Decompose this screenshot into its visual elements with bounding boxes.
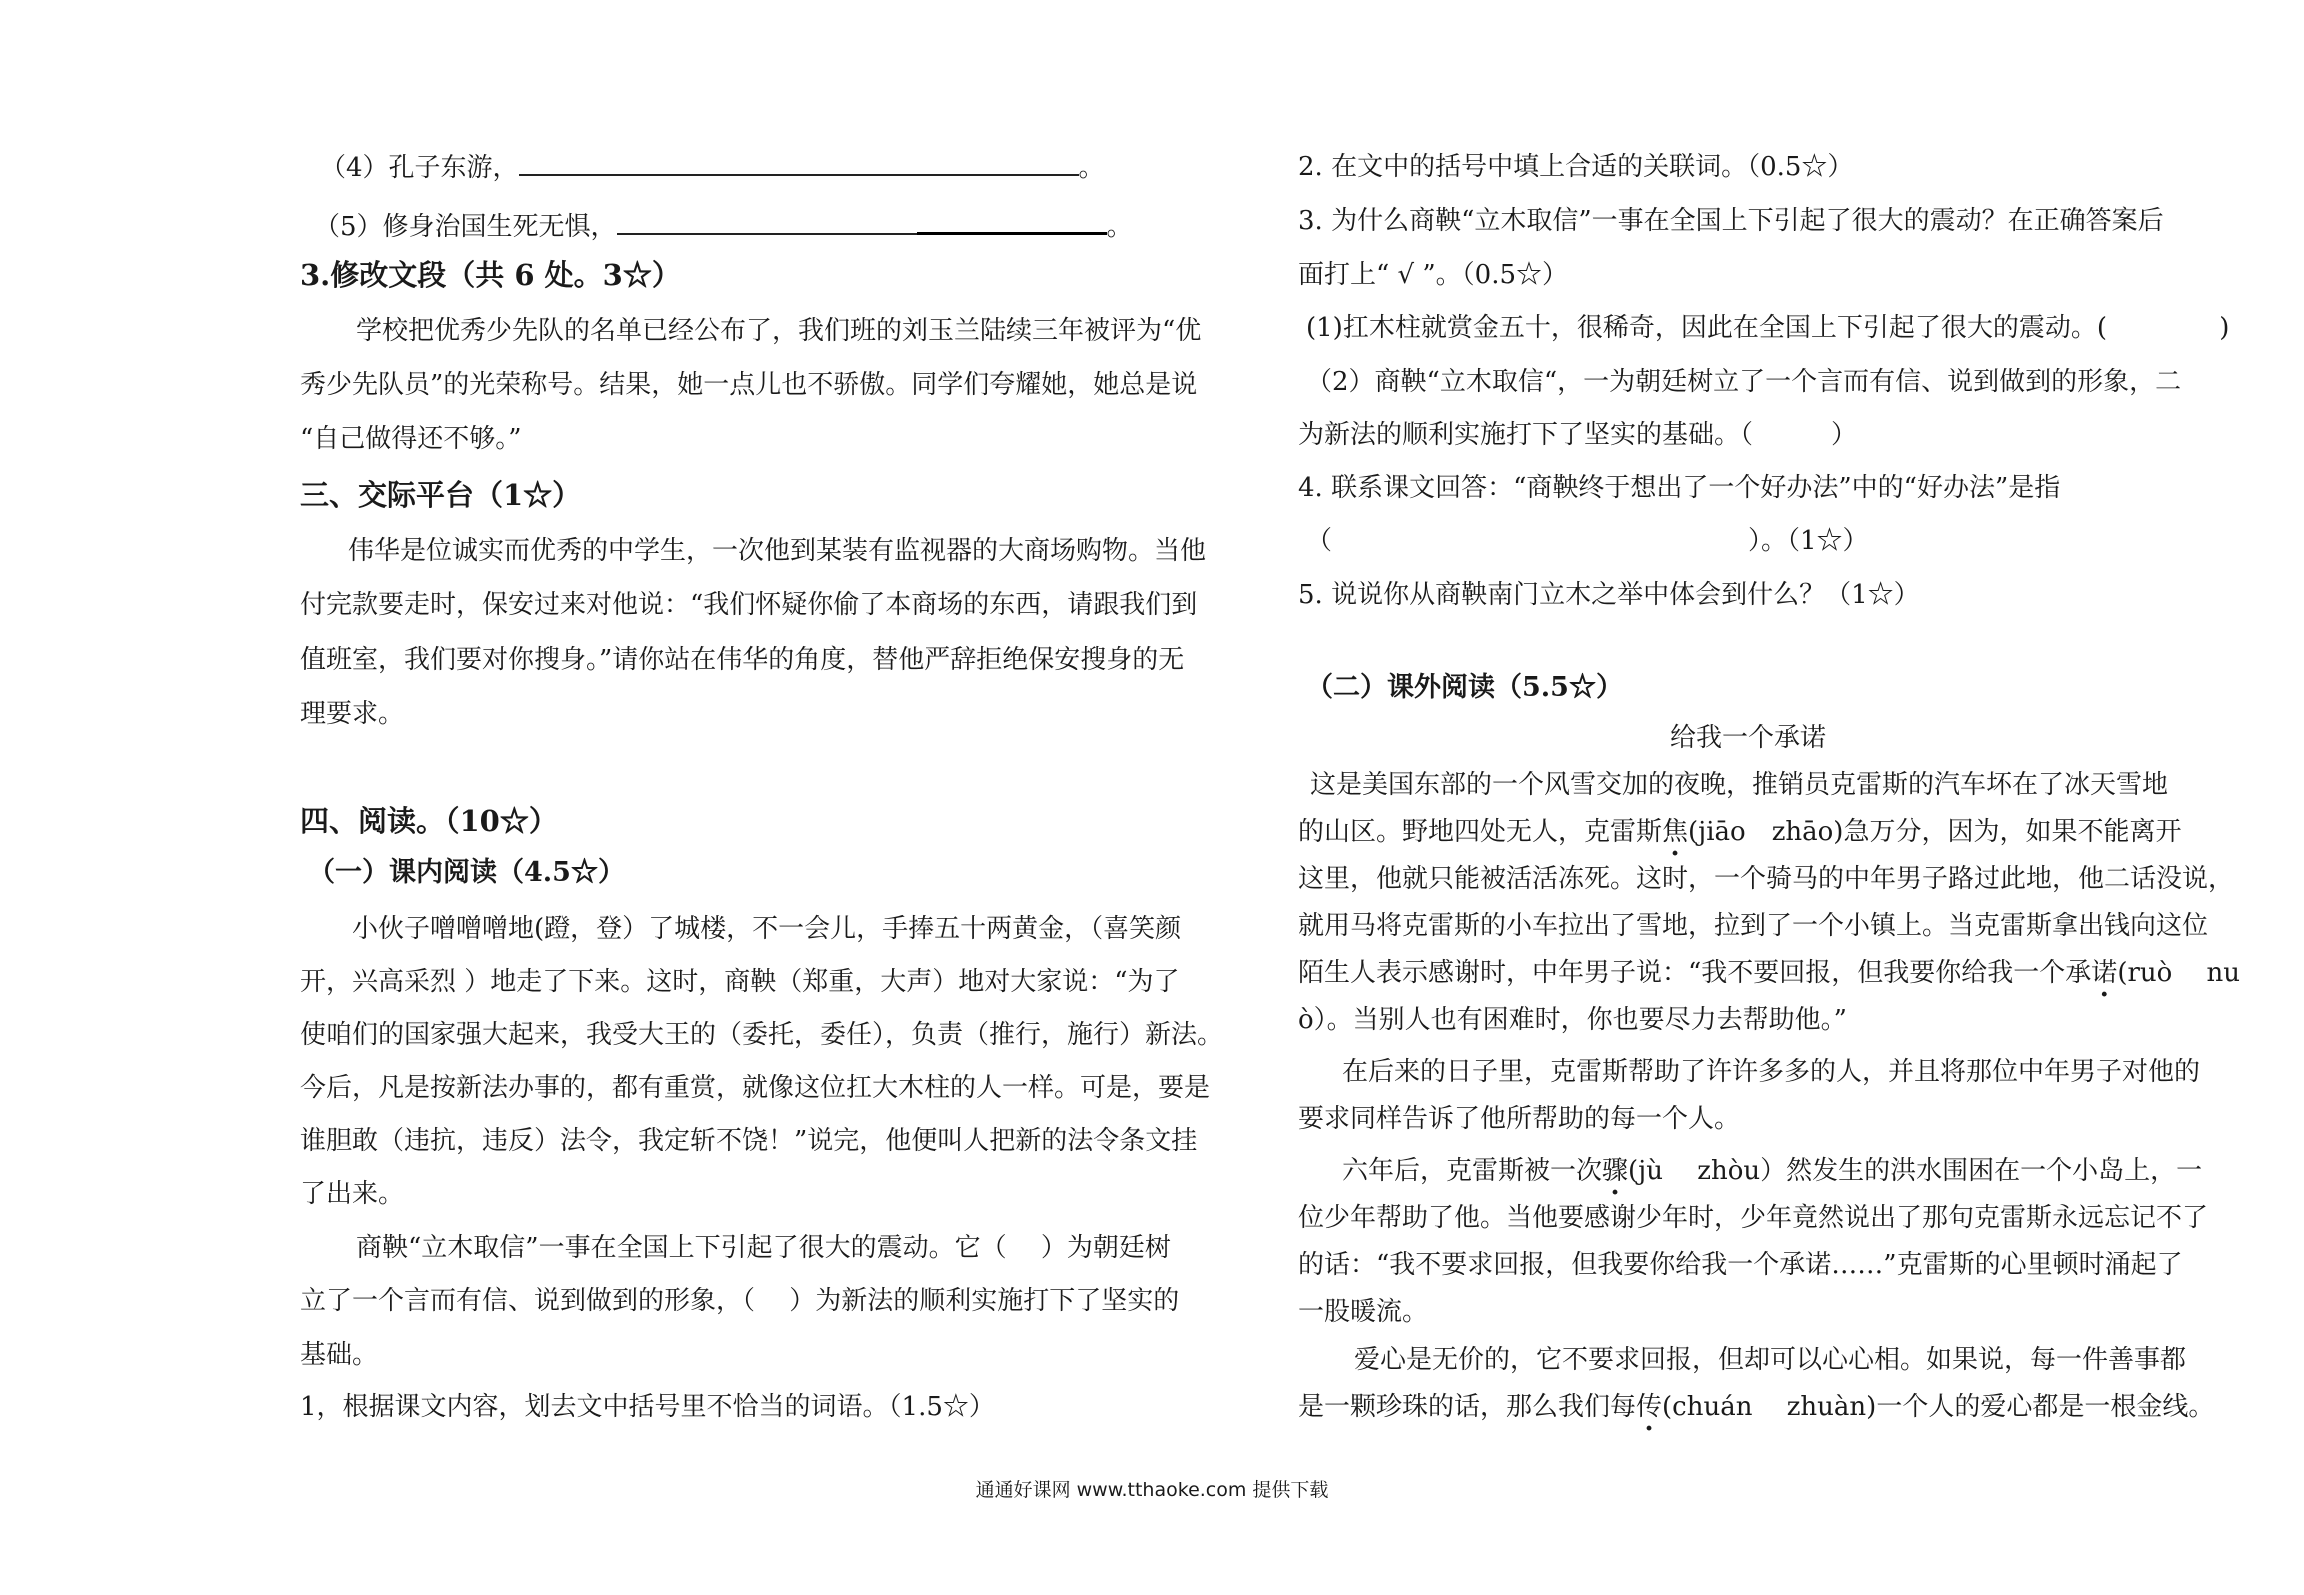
question-3-line: 3. 为什么商鞅“立木取信”一事在全国上下引起了很大的震动？在正确答案后: [1298, 206, 2164, 236]
question-3-option-2: （2）商鞅“立木取信“，一为朝廷树立了一个言而有信、说到做到的形象，二: [1306, 367, 2182, 397]
question-4-label: （4）孔子东游，: [320, 153, 519, 183]
part-4-title: 四、阅读。（10☆）: [300, 804, 558, 838]
dotted-char: 诺: [2091, 958, 2118, 988]
reading-line: 了出来。: [300, 1179, 405, 1209]
story-line: ò）。当别人也有困难时，你也要尽力去帮助他。”: [1298, 1005, 1847, 1035]
reading-1-title: （一）课内阅读（4.5☆）: [308, 857, 625, 888]
question-1: 1，根据课文内容，划去文中括号里不恰当的词语。（1.5☆）: [300, 1392, 995, 1422]
story-text: (jiāo zhāo)急万分，因为，如果不能离开: [1688, 817, 2182, 847]
question-4-end: 。: [1078, 153, 1105, 183]
question-5-line: [314, 208, 1133, 244]
section-3-title: 3.修改文段（共 6 处。3☆）: [300, 258, 681, 292]
page-footer: 通通好课网 www.tthaoke.com 提供下载: [975, 1479, 1329, 1501]
dotted-char: 传: [1636, 1392, 1663, 1422]
paragraph-line: “自己做得还不够。”: [300, 424, 522, 454]
reading-line: 今后，凡是按新法办事的，都有重赏，就像这位扛大木柱的人一样。可是，要是: [300, 1073, 1211, 1103]
story-line: 的话：“我不要求回报，但我要你给我一个承诺……”克雷斯的心里顿时涌起了: [1298, 1250, 2183, 1280]
story-text: (jù zhòu）然发生的洪水围困在一个小岛上，一: [1628, 1156, 2203, 1186]
reading-line: 使咱们的国家强大起来，我受大王的（委托，委任），负责（推行，施行）新法。: [300, 1020, 1224, 1050]
reading-line: 立了一个言而有信、说到做到的形象，（ ）为新法的顺利实施打下了坚实的: [300, 1286, 1180, 1316]
story-text: 是一颗珍珠的话，那么我们每: [1298, 1392, 1637, 1422]
story-line: 位少年帮助了他。当他要感谢少年时，少年竟然说出了那句克雷斯永远忘记不了: [1298, 1203, 2209, 1233]
story-line: [1298, 956, 2240, 990]
dotted-char: 骤: [1602, 1156, 1629, 1186]
story-line: 要求同样告诉了他所帮助的每一个人。: [1298, 1104, 1741, 1134]
reading-line: 开，兴高采烈 ）地走了下来。这时，商鞅（郑重，大声）地对大家说：“为了: [300, 967, 1180, 997]
reading-line: 基础。: [300, 1340, 379, 1370]
reading-line: 谁胆敢（违抗，违反）法令，我定斩不饶！”说完，他便叫人把新的法令条文挂: [300, 1126, 1198, 1156]
story-line: 就用马将克雷斯的小车拉出了雪地，拉到了一个小镇上。当克雷斯拿出钱向这位: [1298, 911, 2209, 941]
story-title: 给我一个承诺: [1669, 723, 1826, 753]
answer-blank-5b[interactable]: [917, 208, 1107, 235]
reading-line: 小伙子噌噌噌地(蹬，登）了城楼，不一会儿，手捧五十两黄金，（喜笑颜: [352, 914, 1182, 944]
story-line: [1298, 815, 2181, 849]
story-line: 在后来的日子里，克雷斯帮助了许许多多的人，并且将那位中年男子对他的: [1342, 1057, 2201, 1087]
story-line: 这里，他就只能被活活冻死。这时，一个骑马的中年男子路过此地，他二话没说，: [1298, 864, 2235, 894]
story-text: (ruò nu: [2117, 958, 2241, 988]
question-5-label: （5）修身治国生死无惧，: [314, 212, 617, 242]
question-3-option-2: 为新法的顺利实施打下了坚实的基础。（ ）: [1298, 420, 1858, 450]
story-line: [1298, 1390, 2214, 1424]
reading-line: 商鞅“立木取信”一事在全国上下引起了很大的震动。它（ ）为朝廷树: [356, 1233, 1171, 1263]
story-line: 这是美国东部的一个风雪交加的夜晚，推销员克雷斯的汽车坏在了冰天雪地: [1310, 770, 2169, 800]
answer-blank-4[interactable]: [519, 150, 1079, 176]
paragraph-line: 学校把优秀少先队的名单已经公布了，我们班的刘玉兰陆续三年被评为“优: [356, 316, 1202, 346]
dotted-char: 焦: [1662, 817, 1689, 847]
question-4-right: （ ）。（1☆）: [1306, 526, 1869, 556]
paragraph-line: 伟华是位诚实而优秀的中学生，一次他到某装有监视器的大商场购物。当他: [348, 536, 1207, 566]
story-line: [1342, 1154, 2202, 1188]
question-4-line: [320, 150, 1105, 185]
question-5-end: 。: [1106, 212, 1133, 242]
part-3-title: 三、交际平台（1☆）: [300, 478, 582, 512]
paragraph-line: 秀少先队员”的光荣称号。结果，她一点儿也不骄傲。同学们夸耀她，她总是说: [300, 370, 1198, 400]
answer-blank-5a[interactable]: [617, 209, 917, 235]
story-line: 爱心是无价的，它不要求回报，但却可以心心相。如果说，每一件善事都: [1354, 1345, 2187, 1375]
question-5-right: 5. 说说你从商鞅南门立木之举中体会到什么？（1☆）: [1298, 580, 1920, 610]
question-2: 2. 在文中的括号中填上合适的关联词。（0.5☆）: [1298, 152, 1854, 182]
paragraph-line: 付完款要走时，保安过来对他说：“我们怀疑你偷了本商场的东西，请跟我们到: [300, 590, 1198, 620]
question-3-line: 面打上“ √ ”。（0.5☆）: [1298, 260, 1569, 290]
story-text: 陌生人表示感谢时，中年男子说：“我不要回报，但我要你给我一个承: [1298, 958, 2092, 988]
story-text: 六年后，克雷斯被一次: [1342, 1156, 1603, 1186]
reading-2-title: （二）课外阅读（5.5☆）: [1306, 672, 1623, 703]
question-4-right: 4. 联系课文回答：“商鞅终于想出了一个好办法”中的“好办法”是指: [1298, 473, 2061, 503]
story-text: (chuán zhuàn)一个人的爱心都是一根金线。: [1662, 1392, 2215, 1422]
paragraph-line: 值班室，我们要对你搜身。”请你站在伟华的角度，替他严辞拒绝保安搜身的无: [300, 645, 1185, 675]
question-3-option-1: (1)扛木柱就赏金五十，很稀奇，因此在全国上下引起了很大的震动。( ): [1306, 313, 2230, 343]
paragraph-line: 理要求。: [300, 699, 405, 729]
story-line: 一股暖流。: [1298, 1297, 1429, 1327]
story-text: 的山区。野地四处无人，克雷斯: [1298, 817, 1663, 847]
